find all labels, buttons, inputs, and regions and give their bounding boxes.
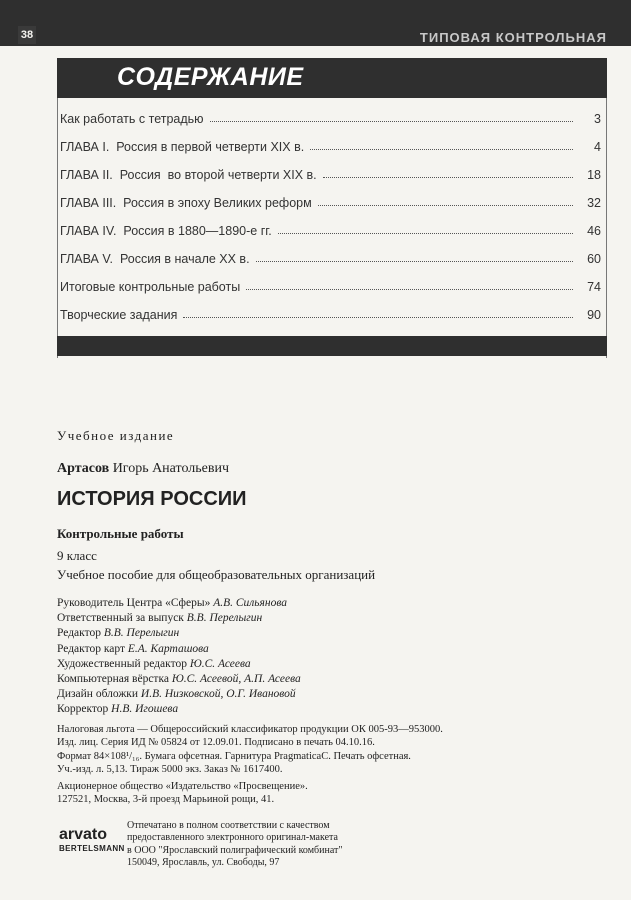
credit-name: Ю.С. Асеевой, А.П. Асеева xyxy=(171,673,301,686)
toc-item-label: Итоговые контрольные работы xyxy=(60,280,241,294)
credit-name: В.В. Перелыгин xyxy=(186,612,263,625)
toc-item-label: ГЛАВА II. Россия во второй четверти XIX в. xyxy=(60,168,317,182)
printer-line: предоставленного электронного оригинал-макета xyxy=(127,832,338,844)
toc-item-label: ГЛАВА V. Россия в начале XX в. xyxy=(60,252,250,266)
toc-item-label: ГЛАВА III. Россия в эпоху Великих реформ xyxy=(60,196,312,210)
credit-line xyxy=(57,642,301,657)
toc-item[interactable] xyxy=(57,126,607,154)
credits-list xyxy=(57,596,301,718)
toc-item[interactable] xyxy=(57,294,607,322)
toc-title-bar xyxy=(57,58,607,98)
toc-item[interactable] xyxy=(57,210,607,238)
edition-type: Учебное издание xyxy=(57,428,175,443)
logo-subtext: BERTELSMANN xyxy=(59,844,125,853)
toc-item-page: 90 xyxy=(587,308,601,322)
technical-line: Уч.-изд. л. 5,13. Тираж 5000 экз. Заказ № 1617400. xyxy=(57,764,283,776)
toc-item[interactable] xyxy=(57,98,607,126)
credit-name: Е.А. Карташова xyxy=(127,642,209,655)
toc-item-label: Как работать с тетрадью xyxy=(60,112,204,126)
credit-line xyxy=(57,672,301,687)
technical-details xyxy=(57,723,443,777)
page-number: 38 xyxy=(18,26,36,44)
credit-role: Редактор xyxy=(57,627,101,640)
toc-item-page: 60 xyxy=(587,252,601,266)
credit-line xyxy=(57,687,301,702)
printer-line: 150049, Ярославль, ул. Свободы, 97 xyxy=(127,857,280,869)
toc-leader-dots xyxy=(256,260,573,262)
toc-bottom-bar xyxy=(57,336,607,356)
running-head: ТИПОВАЯ КОНТРОЛЬНАЯ xyxy=(419,30,607,45)
technical-line: Изд. лиц. Серия ИД № 05824 от 12.09.01. Подписано в печать 04.10.16. xyxy=(57,737,375,749)
author-given-names: Игорь Анатольевич xyxy=(112,461,230,476)
toc-leader-dots xyxy=(318,204,573,206)
grade-level: 9 класс xyxy=(57,548,97,563)
credit-role: Руководитель Центра «Сферы» xyxy=(57,597,211,609)
toc-item-label: Творческие задания xyxy=(60,308,178,322)
toc-title: СОДЕРЖАНИЕ xyxy=(117,63,304,91)
technical-line: Формат 84×108¹/₁₆. Бумага офсетная. Гарнитура PragmaticaC. Печать офсетная. xyxy=(57,750,411,762)
toc-leader-dots xyxy=(183,316,573,318)
toc-item-label: ГЛАВА I. Россия в первой четверти XIX в. xyxy=(60,140,305,154)
credit-role: Дизайн обложки xyxy=(57,688,139,701)
credit-role: Редактор карт xyxy=(57,642,125,655)
printer-logo xyxy=(59,826,125,853)
credit-line xyxy=(57,626,301,641)
publisher-info xyxy=(57,780,308,807)
credit-line xyxy=(57,657,301,672)
top-header-strip xyxy=(0,0,631,46)
table-of-contents xyxy=(57,98,607,322)
book-title: ИСТОРИЯ РОССИИ xyxy=(57,488,247,510)
toc-leader-dots xyxy=(323,176,573,178)
toc-leader-dots xyxy=(310,148,573,150)
toc-item-page: 74 xyxy=(587,280,601,294)
publisher-line: 127521, Москва, 3-й проезд Марьиной рощи, 41. xyxy=(57,794,275,806)
toc-item-page: 18 xyxy=(587,168,601,182)
toc-leader-dots xyxy=(246,288,573,290)
credit-name: В.В. Перелыгин xyxy=(103,627,180,640)
imprint-block xyxy=(57,428,617,869)
printer-block xyxy=(57,818,617,878)
credit-name: И.В. Низковской, О.Г. Ивановой xyxy=(140,688,296,701)
printer-info xyxy=(127,820,342,870)
logo-wordmark: arvato xyxy=(59,826,108,843)
credit-name: Ю.С. Асеева xyxy=(189,657,251,670)
credit-line xyxy=(57,596,301,611)
toc-leader-dots xyxy=(278,232,573,234)
credit-role: Ответственный за выпуск xyxy=(57,612,184,625)
toc-item[interactable] xyxy=(57,238,607,266)
credit-role: Художественный редактор xyxy=(57,657,187,670)
credit-role: Компьютерная вёрстка xyxy=(57,673,169,686)
publisher-line: Акционерное общество «Издательство «Просвещение». xyxy=(57,781,308,792)
toc-item-page: 32 xyxy=(587,196,601,210)
credit-name: Н.В. Игошева xyxy=(111,703,179,716)
toc-leader-dots xyxy=(210,120,573,122)
toc-item[interactable] xyxy=(57,266,607,294)
credit-line xyxy=(57,611,301,626)
author-surname: Артасов xyxy=(57,461,110,476)
book-purpose: Учебное пособие для общеобразовательных организаций xyxy=(57,567,376,582)
toc-item-label: ГЛАВА IV. Россия в 1880—1890-е гг. xyxy=(60,224,272,238)
author-name xyxy=(57,461,229,477)
toc-item-page: 3 xyxy=(594,112,601,126)
toc-item[interactable] xyxy=(57,154,607,182)
toc-item-page: 46 xyxy=(587,224,601,238)
toc-item-page: 4 xyxy=(594,140,601,154)
credit-line xyxy=(57,702,301,717)
book-subtitle: Контрольные работы xyxy=(57,526,184,541)
toc-item[interactable] xyxy=(57,182,607,210)
credit-role: Корректор xyxy=(57,703,109,716)
printer-line: Отпечатано в полном соответствии с качеством xyxy=(127,820,330,831)
credit-name: А.В. Сильянова xyxy=(213,597,288,609)
printer-line: в ООО "Ярославский полиграфический комбинат" xyxy=(127,844,343,856)
technical-line: Налоговая льгота — Общероссийский классификатор продукции ОК 005-93—953000. xyxy=(57,724,443,735)
